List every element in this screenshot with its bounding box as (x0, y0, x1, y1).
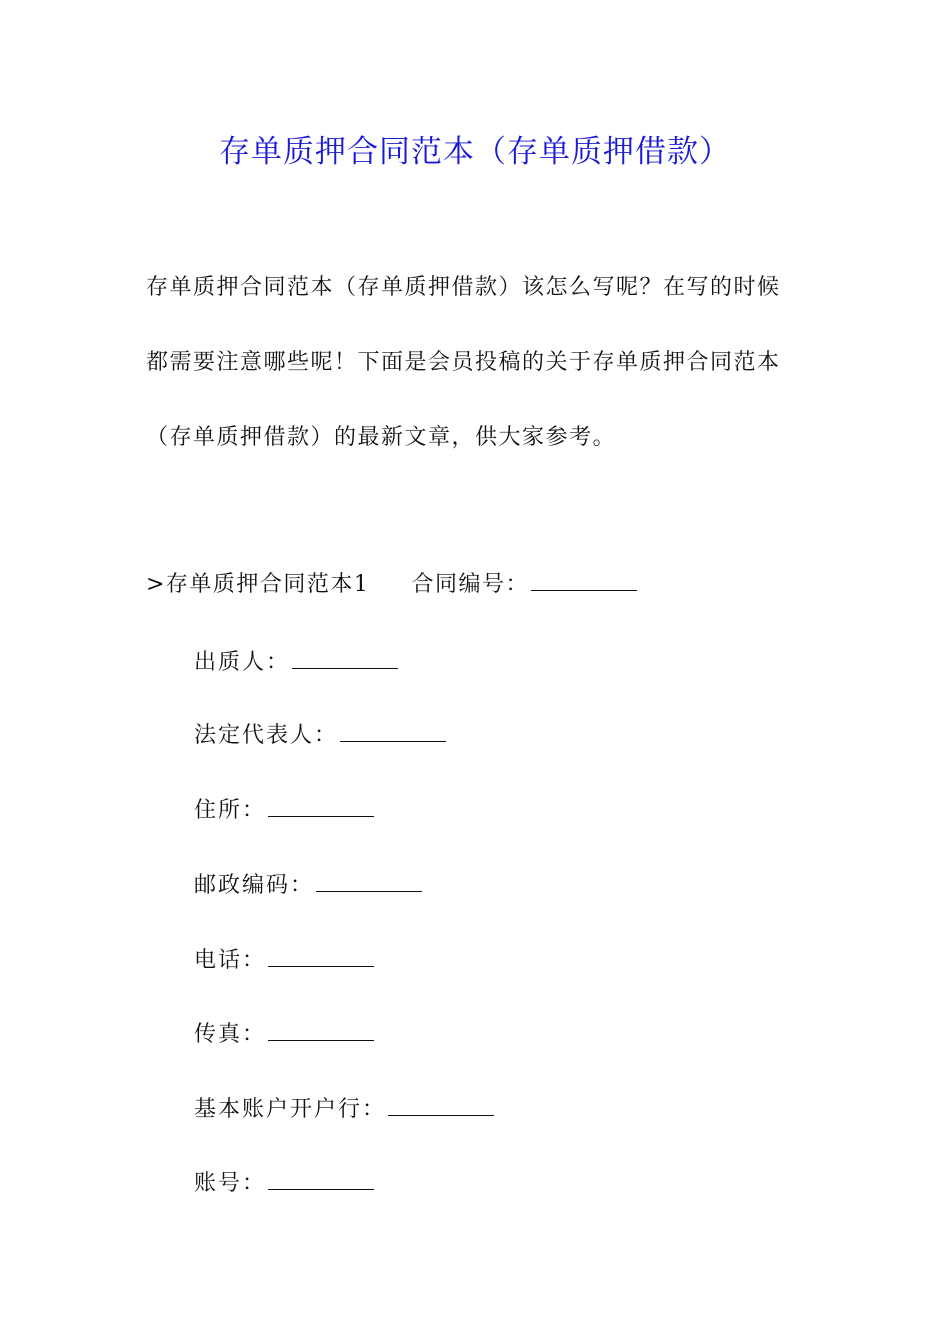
fax-field (194, 1017, 374, 1048)
pledgor-field (194, 645, 398, 676)
contract-number-blank (531, 572, 637, 591)
account-blank (268, 1171, 374, 1190)
address-label: 住所： (194, 798, 267, 823)
bank-label: 基本账户开户行： (194, 1097, 387, 1122)
intro-line-1: 存单质押合同范本（存单质押借款）该怎么写呢？在写的时候 (146, 275, 781, 300)
legal-rep-blank (340, 723, 446, 742)
contract-heading-row (146, 567, 637, 598)
intro-line-2: 都需要注意哪些呢！下面是会员投稿的关于存单质押合同范本 (146, 350, 781, 375)
postcode-field (194, 868, 422, 899)
legal-rep-field (194, 718, 446, 749)
fax-label: 传真： (194, 1022, 267, 1047)
phone-field (194, 943, 374, 974)
contract-heading: >存单质押合同范本1 (146, 572, 370, 597)
account-field (194, 1166, 374, 1197)
fax-blank (268, 1022, 374, 1041)
document-title: 存单质押合同范本（存单质押借款） (219, 134, 731, 170)
intro-line-3: （存单质押借款）的最新文章，供大家参考。 (146, 425, 617, 450)
pledgor-label: 出质人： (194, 650, 291, 675)
account-label: 账号： (194, 1171, 267, 1196)
address-blank (268, 798, 374, 817)
legal-rep-label: 法定代表人： (194, 723, 339, 748)
postcode-label: 邮政编码： (194, 873, 315, 898)
phone-blank (268, 948, 374, 967)
address-field (194, 793, 374, 824)
contract-number-label: 合同编号： (411, 572, 529, 597)
postcode-blank (316, 873, 422, 892)
phone-label: 电话： (194, 948, 267, 973)
pledgor-blank (292, 650, 398, 669)
bank-field (194, 1092, 494, 1123)
bank-blank (388, 1097, 494, 1116)
